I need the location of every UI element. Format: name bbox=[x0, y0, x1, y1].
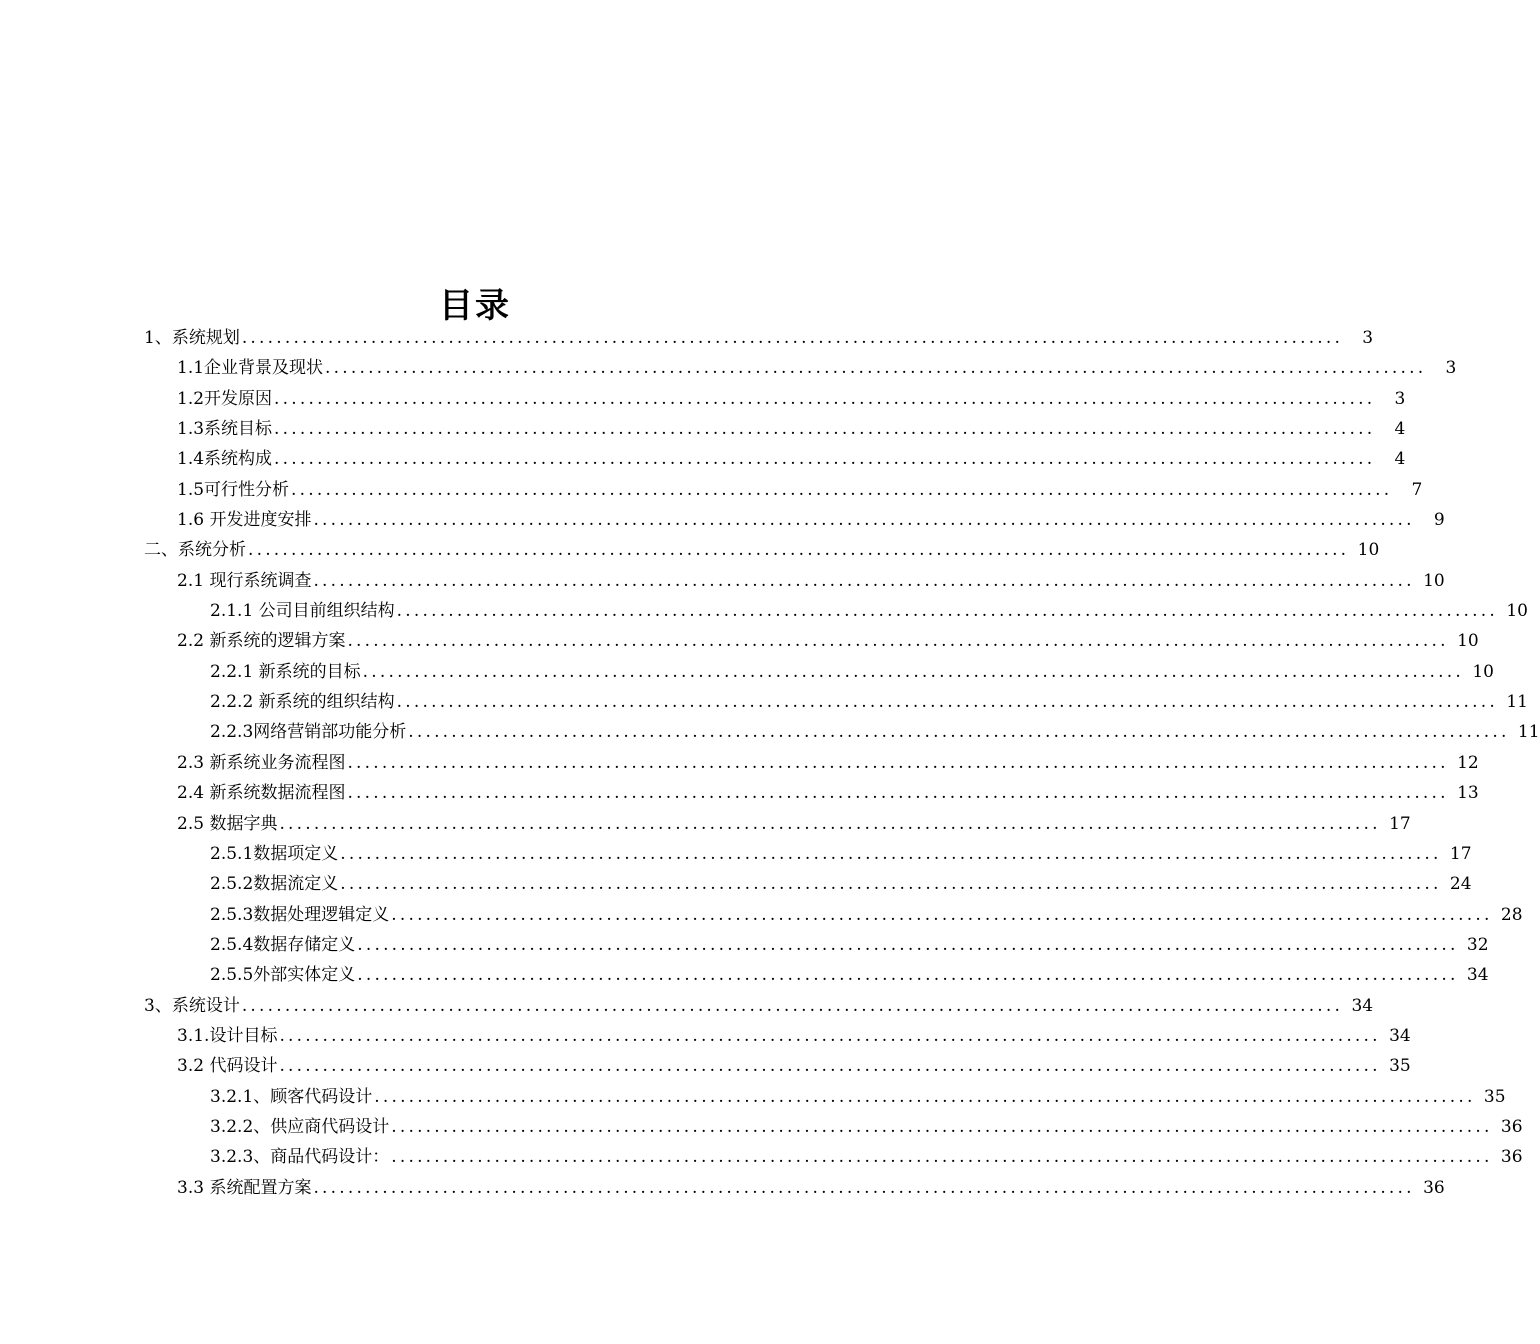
toc-entry-label: 2.2.3网络营销部功能分析 bbox=[210, 722, 407, 743]
toc-entry-page-number: 7 bbox=[1411, 479, 1423, 500]
toc-entry-page-number: 28 bbox=[1500, 904, 1523, 925]
toc-entry[interactable] bbox=[0, 475, 1423, 505]
dot-leader: ................................................................................................................................ bbox=[279, 1056, 1381, 1077]
toc-entry-label: 2.2 新系统的逻辑方案 bbox=[177, 631, 346, 652]
toc-entry-page-number: 10 bbox=[1472, 661, 1494, 682]
dot-leader: ................................................................................................................................ bbox=[396, 692, 1498, 713]
toc-entry-page-number: 4 bbox=[1394, 449, 1406, 470]
toc-entry-page-number: 10 bbox=[1357, 540, 1380, 561]
toc-entry-page-number: 3 bbox=[1445, 358, 1457, 379]
dot-leader: ................................................................................................................................ bbox=[241, 995, 1344, 1016]
toc-entry-page-number: 13 bbox=[1457, 783, 1479, 804]
toc-entry-page-number: 35 bbox=[1483, 1086, 1506, 1107]
toc-entry[interactable] bbox=[0, 1082, 1506, 1112]
toc-entry-page-number: 3 bbox=[1394, 388, 1406, 409]
toc-entry-label: 2.5.4数据存储定义 bbox=[210, 934, 356, 955]
toc-entry[interactable] bbox=[0, 384, 1406, 414]
toc-entry-label: 3.2.2、供应商代码设计 bbox=[210, 1116, 390, 1137]
toc-entry-label: 3、系统设计 bbox=[144, 995, 240, 1016]
toc-entry-page-number: 10 bbox=[1506, 601, 1528, 622]
toc-entry-label: 1.1企业背景及现状 bbox=[177, 358, 324, 379]
toc-entry-label: 2.3 新系统业务流程图 bbox=[177, 752, 346, 773]
toc-entry-page-number: 10 bbox=[1457, 631, 1479, 652]
toc-entry-page-number: 4 bbox=[1394, 419, 1406, 440]
toc-entry-label: 2.1 现行系统调查 bbox=[177, 570, 312, 591]
toc-entry-page-number: 17 bbox=[1449, 843, 1472, 864]
toc-entry-page-number: 12 bbox=[1457, 752, 1479, 773]
dot-leader: ................................................................................................................................ bbox=[357, 934, 1459, 955]
dot-leader: ................................................................................................................................ bbox=[391, 1116, 1493, 1137]
toc-entry-page-number: 17 bbox=[1389, 813, 1411, 834]
dot-leader: ................................................................................................................................ bbox=[248, 540, 1350, 561]
toc-entry-page-number: 24 bbox=[1449, 874, 1472, 895]
toc-entry-page-number: 32 bbox=[1466, 934, 1489, 955]
toc-entry-label: 3.2.1、顾客代码设计 bbox=[210, 1086, 373, 1107]
dot-leader: ................................................................................................................................ bbox=[291, 479, 1393, 500]
dot-leader: ................................................................................................................................ bbox=[313, 510, 1415, 531]
toc-entry-label: 3.1.设计目标 bbox=[177, 1025, 278, 1046]
toc-entry[interactable] bbox=[0, 809, 1411, 839]
toc-entry[interactable] bbox=[0, 717, 1540, 747]
toc-entry[interactable] bbox=[0, 1112, 1523, 1142]
toc-entry-page-number: 34 bbox=[1351, 995, 1374, 1016]
toc-entry-label: 2.4 新系统数据流程图 bbox=[177, 783, 346, 804]
toc-entry-label: 1.4系统构成 bbox=[177, 449, 273, 470]
toc-entry-label: 2.5.5外部实体定义 bbox=[210, 965, 356, 986]
toc-entry[interactable] bbox=[0, 930, 1489, 960]
toc-entry-label: 1.3系统目标 bbox=[177, 419, 273, 440]
toc-entry[interactable] bbox=[0, 1021, 1411, 1051]
toc-entry-label: 1.6 开发进度安排 bbox=[177, 510, 312, 531]
dot-leader: ................................................................................................................................ bbox=[347, 752, 1449, 773]
toc-entry[interactable] bbox=[0, 687, 1528, 717]
toc-entry-label: 2.5.2数据流定义 bbox=[210, 874, 339, 895]
dot-leader: ................................................................................................................................ bbox=[347, 783, 1449, 804]
toc-entry[interactable] bbox=[0, 748, 1479, 778]
toc-entry-label: 2.2.2 新系统的组织结构 bbox=[210, 692, 395, 713]
toc-entry-label: 1.2开发原因 bbox=[177, 388, 273, 409]
toc-entry[interactable] bbox=[0, 1173, 1445, 1203]
toc-entry[interactable] bbox=[0, 778, 1479, 808]
dot-leader: ................................................................................................................................ bbox=[340, 843, 1442, 864]
dot-leader: ................................................................................................................................ bbox=[279, 813, 1381, 834]
toc-entry[interactable] bbox=[0, 839, 1472, 869]
dot-leader: ................................................................................................................................ bbox=[340, 874, 1442, 895]
toc-entry[interactable] bbox=[0, 566, 1445, 596]
dot-leader: ................................................................................................................................ bbox=[325, 358, 1427, 379]
toc-entry-page-number: 9 bbox=[1433, 510, 1445, 531]
dot-leader: ................................................................................................................................ bbox=[408, 722, 1510, 743]
toc-entry-label: 2.5.3数据处理逻辑定义 bbox=[210, 904, 390, 925]
toc-entry-label: 1.5可行性分析 bbox=[177, 479, 290, 500]
toc-entry[interactable] bbox=[0, 626, 1479, 656]
toc-entry-page-number: 34 bbox=[1389, 1025, 1411, 1046]
dot-leader: ................................................................................................................................ bbox=[279, 1025, 1381, 1046]
toc-entry-label: 2.5.1数据项定义 bbox=[210, 843, 339, 864]
dot-leader: ................................................................................................................................ bbox=[396, 601, 1498, 622]
toc-entry[interactable] bbox=[0, 900, 1523, 930]
toc-entry-label: 1、系统规划 bbox=[144, 328, 240, 348]
dot-leader: ................................................................................................................................ bbox=[313, 1177, 1415, 1198]
dot-leader: ................................................................................................................................ bbox=[362, 661, 1464, 682]
dot-leader: ................................................................................................................................ bbox=[241, 328, 1344, 348]
toc-entry-page-number: 3 bbox=[1362, 328, 1374, 348]
dot-leader: ................................................................................................................................ bbox=[274, 449, 1376, 470]
dot-leader: ................................................................................................................................ bbox=[357, 965, 1459, 986]
toc-entry-label: 2.1.1 公司目前组织结构 bbox=[210, 601, 395, 622]
toc-entry[interactable] bbox=[0, 535, 1380, 565]
toc-entry-page-number: 10 bbox=[1423, 570, 1445, 591]
toc-entry[interactable] bbox=[0, 657, 1494, 687]
toc-entry-page-number: 11 bbox=[1506, 692, 1528, 713]
toc-entry-page-number: 36 bbox=[1500, 1116, 1523, 1137]
toc-entry-label: 二、系统分析 bbox=[144, 540, 246, 561]
toc-entry-page-number: 11 bbox=[1517, 722, 1540, 743]
toc-entry-label: 2.5 数据字典 bbox=[177, 813, 278, 834]
dot-leader: ................................................................................................................................ bbox=[313, 570, 1415, 591]
table-of-contents bbox=[0, 323, 1540, 1203]
toc-entry[interactable] bbox=[0, 505, 1445, 535]
toc-entry-page-number: 36 bbox=[1423, 1177, 1445, 1198]
toc-entry[interactable] bbox=[0, 1051, 1411, 1081]
toc-entry[interactable] bbox=[0, 414, 1406, 444]
toc-entry-page-number: 36 bbox=[1500, 1147, 1523, 1168]
dot-leader: ................................................................................................................................ bbox=[374, 1086, 1476, 1107]
toc-entry[interactable] bbox=[0, 353, 1457, 383]
toc-entry-label: 3.2 代码设计 bbox=[177, 1056, 278, 1077]
toc-entry[interactable] bbox=[0, 960, 1489, 990]
toc-entry-page-number: 34 bbox=[1466, 965, 1489, 986]
dot-leader: ................................................................................................................................ bbox=[274, 388, 1376, 409]
dot-leader: ................................................................................................................................ bbox=[347, 631, 1449, 652]
toc-entry[interactable] bbox=[0, 1142, 1523, 1172]
toc-entry[interactable] bbox=[0, 444, 1406, 474]
toc-entry[interactable] bbox=[0, 869, 1472, 899]
toc-entry[interactable] bbox=[0, 991, 1374, 1021]
dot-leader: ................................................................................................................................ bbox=[391, 904, 1493, 925]
toc-entry[interactable] bbox=[0, 323, 1374, 353]
toc-entry-label: 2.2.1 新系统的目标 bbox=[210, 661, 361, 682]
toc-entry[interactable] bbox=[0, 596, 1528, 626]
toc-entry-page-number: 35 bbox=[1389, 1056, 1411, 1077]
page-title: 目录 bbox=[439, 286, 511, 326]
dot-leader: ................................................................................................................................ bbox=[391, 1147, 1493, 1168]
toc-entry-label: 3.3 系统配置方案 bbox=[177, 1177, 312, 1198]
dot-leader: ................................................................................................................................ bbox=[274, 419, 1376, 440]
toc-entry-label: 3.2.3、商品代码设计： bbox=[210, 1147, 390, 1168]
